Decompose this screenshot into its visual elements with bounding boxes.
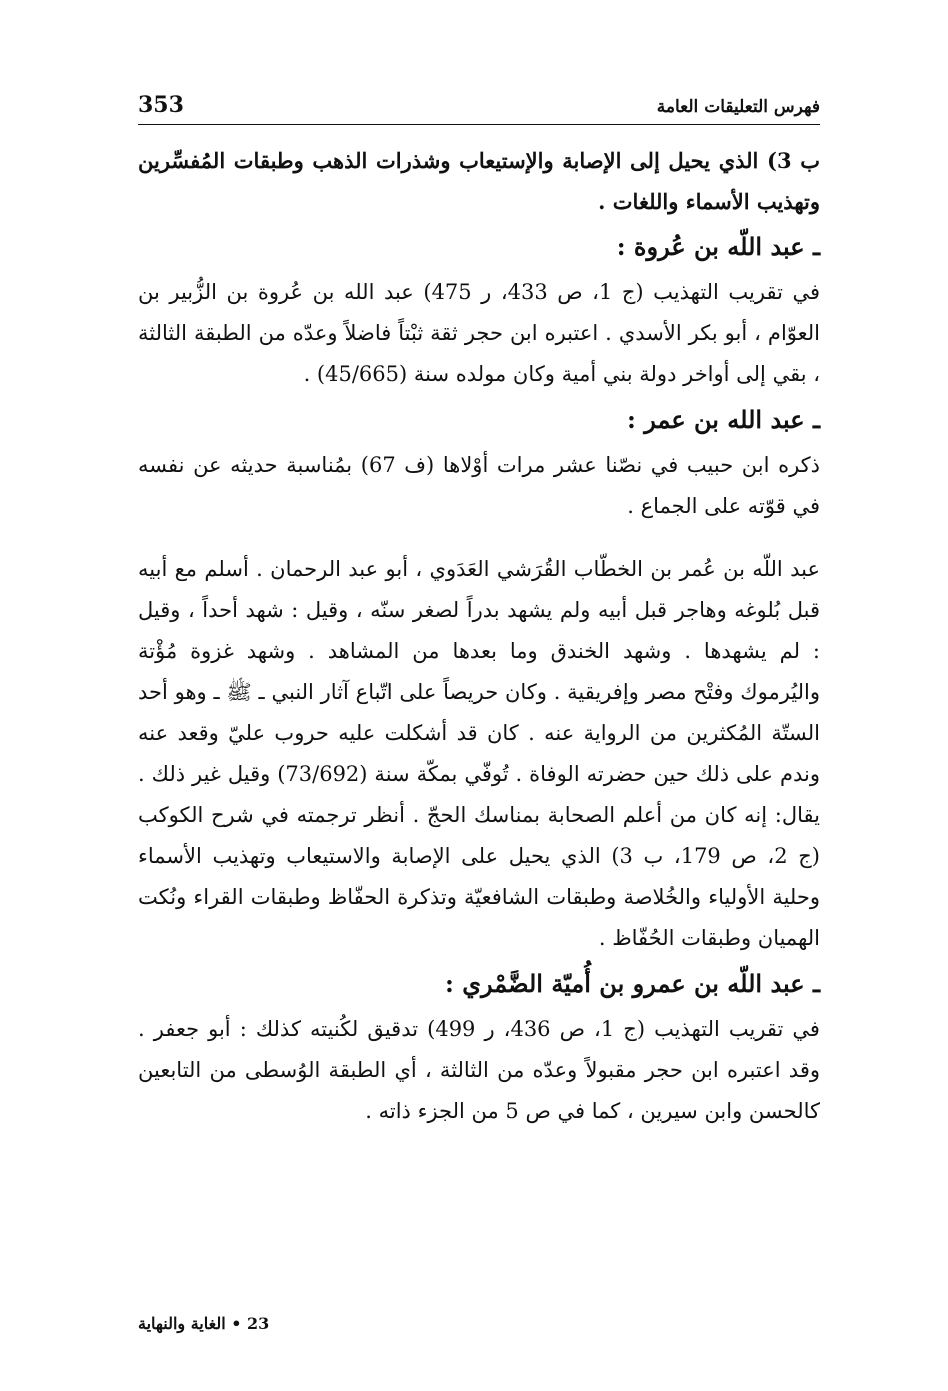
continuation-paragraph: ب 3) الذي يحيل إلى الإصابة والإستيعاب وشذرات الذهب وطبقات المُفسِّرين وتهذيب الأسماء واللغات .	[138, 148, 820, 214]
entry-text-abdullah-ibn-amr: في تقريب التهذيب (ج 1، ص 436، ر 499) تدقيق لكُنيته كذلك : أبو جعفر . وقد اعتبره ابن حجر مقبولاً وعدّه من الثالثة ، أي الطبقة الوُسطى من التابعين كالحسن وابن سيرين ، كما في ص 5 من الجزء ذاته .	[138, 1017, 820, 1123]
page-body	[138, 140, 820, 1132]
page-header	[138, 92, 820, 125]
entry-title-abdullah-ibn-amr: ـ عبد اللّه بن عمرو بن أُميّة الضَّمْري :	[445, 969, 820, 998]
entry-title-abdullah-ibn-urwa: ـ عبد اللّه بن عُروة :	[616, 232, 820, 261]
running-head: فهرس التعليقات العامة	[656, 97, 820, 117]
entry-text-abdullah-ibn-umar-bio: عبد اللّه بن عُمر بن الخطّاب القُرَشي العَدَوي ، أبو عبد الرحمان . أسلم مع أبيه قبل بُلوغه وهاجر قبل أبيه ولم يشهد بدراً لصغر سنّه ، وقيل : شهد أحداً ، وقيل : لم يشهدها . وشهد الخندق وما بعدها من المشاهد . وشهد غزوة مُؤْتة واليُرموك وفتْح مصر وإفريقية . وكان حريصاً على اتّباع آثار النبي ـ ﷺ ـ وهو أحد الستّة المُكثرين من الرواية عنه . كان قد أشكلت عليه حروب عليّ وقعد عنه وندم على ذلك حين حضرته الوفاة . تُوفّي بمكّة سنة (73/692) وقيل غير ذلك . يقال: إنه كان من أعلم الصحابة بمناسك الحجّ . أنظر ترجمته في شرح الكوكب (ج 2، ص 179، ب 3) الذي يحيل على الإصابة والاستيعاب وتهذيب الأسماء وحلية الأولياء والخُلاصة وطبقات الشافعيّة وتذكرة الحفّاظ وطبقات القراء ونُكت الهميان وطبقات الحُفّاظ .	[138, 557, 820, 950]
page-number: 353	[138, 92, 184, 118]
entry-text-abdullah-ibn-umar-intro: ذكره ابن حبيب في نصّنا عشر مرات أوْلاها (ف 67) بمُناسبة حديثه عن نفسه في قوّته على الجماع .	[138, 453, 821, 518]
paragraph-gap	[138, 527, 820, 549]
entry-title-abdullah-ibn-umar: ـ عبد الله بن عمر :	[626, 405, 820, 434]
signature-mark: 23 • الغاية والنهاية	[138, 1314, 270, 1333]
entry-text-abdullah-ibn-urwa: في تقريب التهذيب (ج 1، ص 433، ر 475) عبد الله بن عُروة بن الزُّبير بن العوّام ، أبو بكر الأسدي . اعتبره ابن حجر ثقة ثبْتاً فاضلاً وعدّه من الطبقة الثالثة ، بقي إلى أواخر دولة بني أمية وكان مولده سنة (45/665) .	[138, 280, 820, 386]
